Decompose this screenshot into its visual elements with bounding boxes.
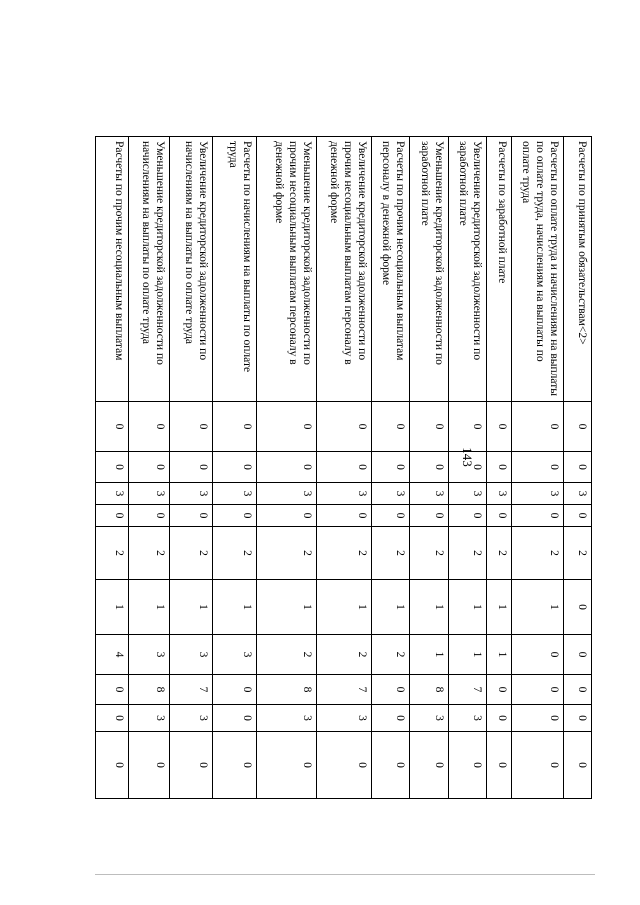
account-name-cell: Расчеты по прочим несоциальным выплатам персоналу в денежной форме — [372, 137, 410, 402]
page-edge-line — [95, 874, 595, 875]
code-cell: 0 — [96, 402, 129, 452]
code-cell: 2 — [372, 635, 410, 675]
code-cell: 3 — [486, 483, 511, 505]
code-cell: 0 — [170, 505, 212, 527]
code-cell: 0 — [448, 505, 486, 527]
code-cell: 0 — [96, 732, 129, 799]
code-cell: 0 — [486, 402, 511, 452]
code-cell: 0 — [564, 675, 592, 705]
code-cell: 0 — [448, 452, 486, 483]
account-name-cell: Уменьшение кредиторской задолженности по начислениям на выплаты по оплате труда — [129, 137, 170, 402]
table-row — [257, 137, 316, 799]
code-cell: 0 — [372, 732, 410, 799]
code-cell: 2 — [448, 527, 486, 580]
code-cell: 3 — [316, 483, 371, 505]
code-cell: 2 — [170, 527, 212, 580]
code-cell: 3 — [410, 705, 448, 732]
code-cell: 0 — [96, 505, 129, 527]
account-name-cell: Расчеты по начислениям на выплаты по оплате труда — [212, 137, 257, 402]
code-cell: 0 — [129, 452, 170, 483]
code-cell: 2 — [257, 635, 316, 675]
code-cell: 3 — [372, 483, 410, 505]
code-cell: 0 — [257, 732, 316, 799]
account-name-cell: Увеличение кредиторской задолженности по заработной плате — [448, 137, 486, 402]
code-cell: 0 — [257, 402, 316, 452]
code-cell: 0 — [129, 505, 170, 527]
table-row — [410, 137, 448, 799]
table-row — [372, 137, 410, 799]
code-cell: 0 — [96, 705, 129, 732]
code-cell: 2 — [96, 527, 129, 580]
code-cell: 0 — [512, 732, 564, 799]
code-cell: 0 — [212, 705, 257, 732]
table-row — [170, 137, 212, 799]
account-name-cell: Уменьшение кредиторской задолженности по заработной плате — [410, 137, 448, 402]
code-cell: 0 — [170, 732, 212, 799]
code-cell: 0 — [372, 675, 410, 705]
code-cell: 8 — [257, 675, 316, 705]
code-cell: 3 — [316, 705, 371, 732]
account-name-cell: Расчеты по принятым обязательствам<2> — [564, 137, 592, 402]
code-cell: 7 — [316, 675, 371, 705]
code-cell: 2 — [512, 527, 564, 580]
code-cell: 2 — [564, 527, 592, 580]
page-number: 143 — [460, 447, 475, 467]
code-cell: 2 — [316, 635, 371, 675]
code-cell: 3 — [448, 705, 486, 732]
account-name-cell: Расчеты по заработной плате — [486, 137, 511, 402]
code-cell: 0 — [96, 452, 129, 483]
code-cell: 0 — [212, 732, 257, 799]
code-cell: 3 — [448, 483, 486, 505]
code-cell: 0 — [316, 732, 371, 799]
account-name-cell: Уменьшение кредиторской задолженности по прочим несоциальным выплатам персоналу в денежной форме — [257, 137, 316, 402]
code-cell: 0 — [564, 402, 592, 452]
code-cell: 0 — [96, 675, 129, 705]
rotated-table-wrapper — [95, 136, 592, 798]
code-cell: 0 — [212, 675, 257, 705]
code-cell: 0 — [372, 402, 410, 452]
code-cell: 1 — [212, 580, 257, 635]
code-cell: 0 — [316, 452, 371, 483]
table-row — [212, 137, 257, 799]
code-cell: 0 — [257, 452, 316, 483]
code-cell: 0 — [212, 505, 257, 527]
code-cell: 0 — [257, 505, 316, 527]
code-cell: 0 — [486, 505, 511, 527]
code-cell: 0 — [372, 452, 410, 483]
code-cell: 8 — [129, 675, 170, 705]
code-cell: 0 — [486, 705, 511, 732]
code-cell: 1 — [257, 580, 316, 635]
code-cell: 0 — [316, 505, 371, 527]
code-cell: 2 — [316, 527, 371, 580]
code-cell: 0 — [410, 452, 448, 483]
code-cell: 0 — [512, 505, 564, 527]
code-cell: 0 — [564, 732, 592, 799]
accounts-table — [95, 136, 592, 799]
code-cell: 0 — [512, 402, 564, 452]
code-cell: 7 — [170, 675, 212, 705]
code-cell: 1 — [448, 580, 486, 635]
code-cell: 0 — [410, 402, 448, 452]
table-row — [486, 137, 511, 799]
code-cell: 1 — [170, 580, 212, 635]
code-cell: 0 — [512, 635, 564, 675]
code-cell: 0 — [512, 675, 564, 705]
code-cell: 1 — [410, 580, 448, 635]
code-cell: 0 — [372, 705, 410, 732]
account-name-cell: Расчеты по прочим несоциальным выплатам — [96, 137, 129, 402]
code-cell: 3 — [129, 635, 170, 675]
code-cell: 1 — [410, 635, 448, 675]
code-cell: 3 — [170, 635, 212, 675]
code-cell: 0 — [410, 732, 448, 799]
code-cell: 0 — [564, 705, 592, 732]
code-cell: 3 — [96, 483, 129, 505]
code-cell: 1 — [448, 635, 486, 675]
code-cell: 0 — [486, 452, 511, 483]
table-row — [564, 137, 592, 799]
code-cell: 2 — [212, 527, 257, 580]
code-cell: 0 — [448, 402, 486, 452]
account-name-cell: Расчеты по оплате труда и начислениям на выплаты по оплате труда, начислениям на выплаты по оплате труда — [512, 137, 564, 402]
code-cell: 0 — [170, 452, 212, 483]
code-cell: 3 — [212, 635, 257, 675]
code-cell: 0 — [564, 635, 592, 675]
code-cell: 1 — [372, 580, 410, 635]
table-row — [129, 137, 170, 799]
code-cell: 0 — [564, 452, 592, 483]
code-cell: 3 — [257, 705, 316, 732]
code-cell: 3 — [212, 483, 257, 505]
code-cell: 1 — [129, 580, 170, 635]
table-row — [316, 137, 371, 799]
code-cell: 0 — [486, 732, 511, 799]
code-cell: 0 — [512, 705, 564, 732]
code-cell: 2 — [129, 527, 170, 580]
code-cell: 3 — [512, 483, 564, 505]
table-row — [448, 137, 486, 799]
code-cell: 8 — [410, 675, 448, 705]
code-cell: 2 — [372, 527, 410, 580]
code-cell: 4 — [96, 635, 129, 675]
code-cell: 0 — [212, 402, 257, 452]
code-cell: 3 — [257, 483, 316, 505]
code-cell: 0 — [212, 452, 257, 483]
account-name-cell: Увеличение кредиторской задолженности по начислениям на выплаты по оплате труда — [170, 137, 212, 402]
code-cell: 3 — [129, 483, 170, 505]
code-cell: 0 — [564, 505, 592, 527]
code-cell: 7 — [448, 675, 486, 705]
code-cell: 0 — [564, 580, 592, 635]
code-cell: 0 — [486, 675, 511, 705]
code-cell: 2 — [486, 527, 511, 580]
code-cell: 3 — [170, 705, 212, 732]
table-row — [512, 137, 564, 799]
table-row — [96, 137, 129, 799]
code-cell: 0 — [372, 505, 410, 527]
code-cell: 1 — [512, 580, 564, 635]
code-cell: 0 — [316, 402, 371, 452]
code-cell: 3 — [170, 483, 212, 505]
account-name-cell: Увеличение кредиторской задолженности по прочим несоциальным выплатам персоналу в денежной форме — [316, 137, 371, 402]
code-cell: 3 — [129, 705, 170, 732]
code-cell: 1 — [96, 580, 129, 635]
code-cell: 0 — [410, 505, 448, 527]
code-cell: 0 — [170, 402, 212, 452]
code-cell: 1 — [486, 635, 511, 675]
code-cell: 3 — [564, 483, 592, 505]
code-cell: 3 — [410, 483, 448, 505]
code-cell: 0 — [129, 732, 170, 799]
code-cell: 2 — [410, 527, 448, 580]
code-cell: 1 — [316, 580, 371, 635]
code-cell: 0 — [512, 452, 564, 483]
code-cell: 0 — [448, 732, 486, 799]
code-cell: 0 — [129, 402, 170, 452]
code-cell: 2 — [257, 527, 316, 580]
code-cell: 1 — [486, 580, 511, 635]
